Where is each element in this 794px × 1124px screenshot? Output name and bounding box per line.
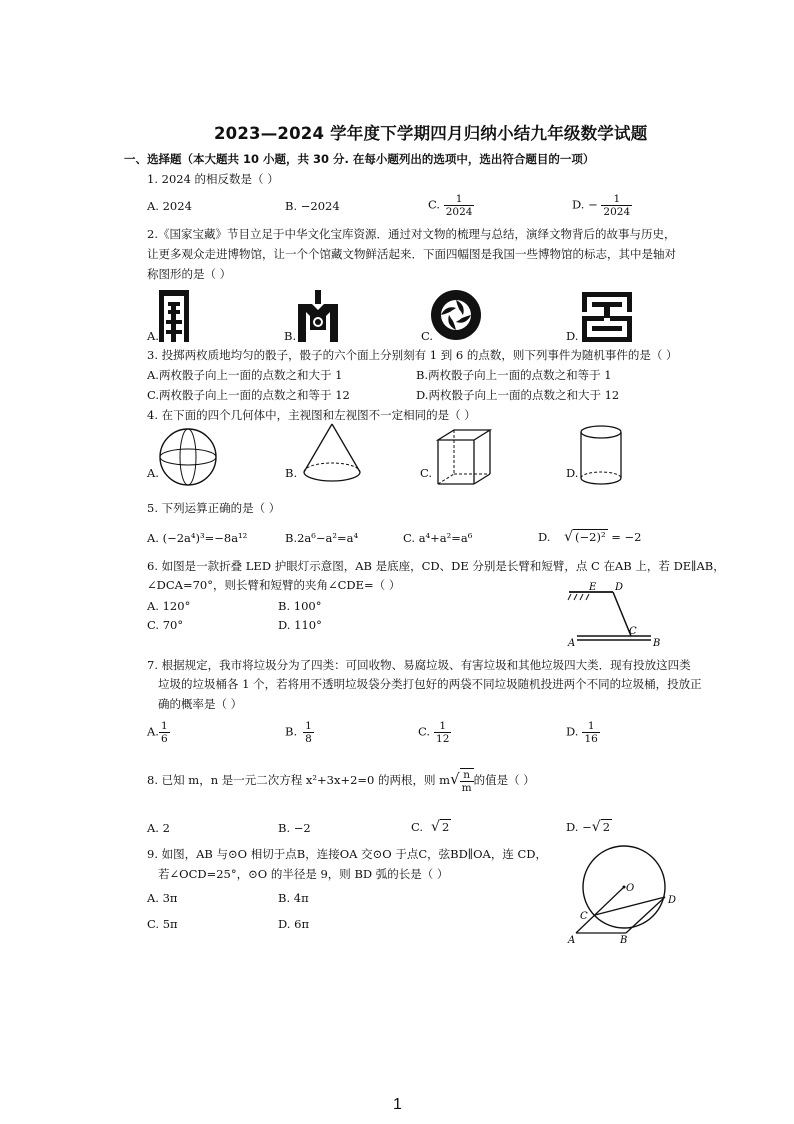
q3-option-d: D.两枚骰子向上一面的点数之和大于 12: [416, 388, 620, 402]
q4-option-d: D.: [566, 466, 579, 480]
prism-figure: [434, 426, 494, 488]
q6-option-a: A. 120°: [147, 599, 191, 613]
q2-line-3: 称图形的是（ ）: [147, 267, 232, 281]
q4-stem: 4. 在下面的四个几何体中，主视图和左视图不一定相同的是（ ）: [147, 408, 476, 422]
q1-option-b: B. −2024: [285, 199, 340, 213]
q3-option-b: B.两枚骰子向上一面的点数之和等于 1: [416, 368, 612, 382]
q2-line-1: 2.《国家宝藏》节目立足于中华文化宝库资源．通过对文物的梳理与总结，演绎文物背后的故事与历史，: [147, 227, 676, 241]
q7-option-a: A. $\frac{1}{6}$: [147, 720, 168, 746]
q7-line-3: 确的概率是（ ）: [158, 697, 243, 711]
q2-option-c: C.: [421, 329, 434, 343]
museum-logo-c: [430, 289, 482, 341]
q1-stem: 1. 2024 的相反数是（ ）: [147, 172, 279, 186]
museum-logo-b: [296, 290, 340, 344]
point-d-label: D: [668, 895, 677, 906]
q6-line-1: 6. 如图是一款折叠 LED 护眼灯示意图，AB 是底座，CD、DE 分别是长臂和短臂，点 C 在AB 上，若 DE∥AB，: [147, 559, 725, 573]
q9-line-1: 9. 如图，AB 与⊙O 相切于点B，连接OA 交⊙O 于点C，弦BD∥OA，连 CD，: [147, 847, 548, 861]
q3-option-a: A.两枚骰子向上一面的点数之和大于 1: [147, 368, 343, 382]
point-b-label: B: [653, 638, 661, 649]
q6-option-b: B. 100°: [278, 599, 322, 613]
museum-logo-a: [157, 288, 191, 344]
q2-option-b: B.: [284, 329, 297, 343]
q1-option-c: C. $\frac{1}{2024}$: [428, 193, 473, 219]
museum-logo-d: [582, 292, 632, 344]
point-c-label: C: [580, 911, 588, 922]
q8-stem: 8. 已知 m，n 是一元二次方程 x²+3x+2=0 的两根，则 m√ $\frac{n}{m}$ 的值是（ ）: [147, 769, 535, 795]
q6-option-d: D. 110°: [278, 618, 322, 632]
q5-option-b: B.2a⁶−a²=a⁴: [285, 531, 359, 545]
center-o-label: O: [626, 883, 635, 894]
cone-figure: [300, 422, 364, 484]
q9-circle-figure: [564, 845, 684, 945]
q7-option-c: C. $\frac{1}{12}$: [418, 720, 450, 746]
q2-line-2: 让更多观众走进博物馆，让一个个馆藏文物鲜活起来．下面四幅图是我国一些博物馆的标志，其中是轴对: [147, 247, 676, 261]
q5-option-d: D. √ (−2)² = −2: [538, 529, 642, 545]
q9-option-c: C. 5π: [147, 917, 178, 931]
q9-option-b: B. 4π: [278, 891, 309, 905]
q9-line-2: 若∠OCD=25°，⊙O 的半径是 9，则 BD 弧的长是（ ）: [158, 867, 449, 881]
q4-option-b: B.: [285, 466, 298, 480]
point-a-label: A: [568, 935, 576, 946]
q1-option-d: D. − $\frac{1}{2024}$: [572, 193, 631, 219]
q8-option-d: D. −√ 2: [566, 819, 611, 835]
point-b-label: B: [620, 935, 628, 946]
q7-line-2: 垃圾的垃圾桶各 1 个，若将用不透明垃圾袋分类打包好的两袋不同垃圾随机投进两个不同的垃圾桶，投放正: [158, 677, 702, 691]
q6-option-c: C. 70°: [147, 618, 184, 632]
q3-stem: 3. 投掷两枚质地均匀的骰子，骰子的六个面上分别刻有 1 到 6 的点数，则下列事件为随机事件的是（ ）: [147, 348, 678, 362]
section-header: 一、选择题（本大题共 10 小题，共 30 分. 在每小题列出的选项中，选出符合题目的一项）: [124, 152, 595, 166]
q4-option-a: A.: [147, 466, 159, 480]
q7-line-1: 7. 根据规定，我市将垃圾分为了四类：可回收物、易腐垃圾、有害垃圾和其他垃圾四大类．现有投放这四类: [147, 658, 691, 672]
q7-option-b: B. $\frac{1}{8}$: [285, 720, 312, 746]
point-d-label: D: [615, 582, 624, 593]
q5-option-a: A. (−2a⁴)³=−8a¹²: [147, 531, 248, 545]
q5-stem: 5. 下列运算正确的是（ ）: [147, 501, 281, 515]
q2-option-d: D.: [566, 329, 579, 343]
q5-option-c: C. a⁴+a²=a⁶: [403, 531, 473, 545]
q9-option-d: D. 6π: [278, 917, 309, 931]
point-e-label: E: [589, 582, 597, 593]
q1-option-a: A. 2024: [147, 199, 192, 213]
q3-option-c: C.两枚骰子向上一面的点数之和等于 12: [147, 388, 350, 402]
q8-option-a: A. 2: [147, 821, 170, 835]
q6-lamp-figure: [563, 580, 673, 650]
cylinder-figure: [578, 424, 624, 488]
q4-option-c: C.: [420, 466, 433, 480]
q8-option-b: B. −2: [278, 821, 311, 835]
page-title: 2023—2024 学年度下学期四月归纳小结九年级数学试题: [214, 124, 648, 143]
point-c-label: C: [629, 626, 637, 637]
q8-option-c: C. √ 2: [411, 819, 450, 835]
q2-option-a: A.: [147, 329, 159, 343]
point-a-label: A: [568, 638, 576, 649]
q7-option-d: D. $\frac{1}{16}$: [566, 720, 598, 746]
page-number: 1: [393, 1096, 402, 1113]
q6-line-2: ∠DCA=70°，则长臂和短臂的夹角∠CDE=（ ）: [147, 578, 401, 592]
q9-option-a: A. 3π: [147, 891, 178, 905]
sphere-figure: [158, 427, 218, 487]
